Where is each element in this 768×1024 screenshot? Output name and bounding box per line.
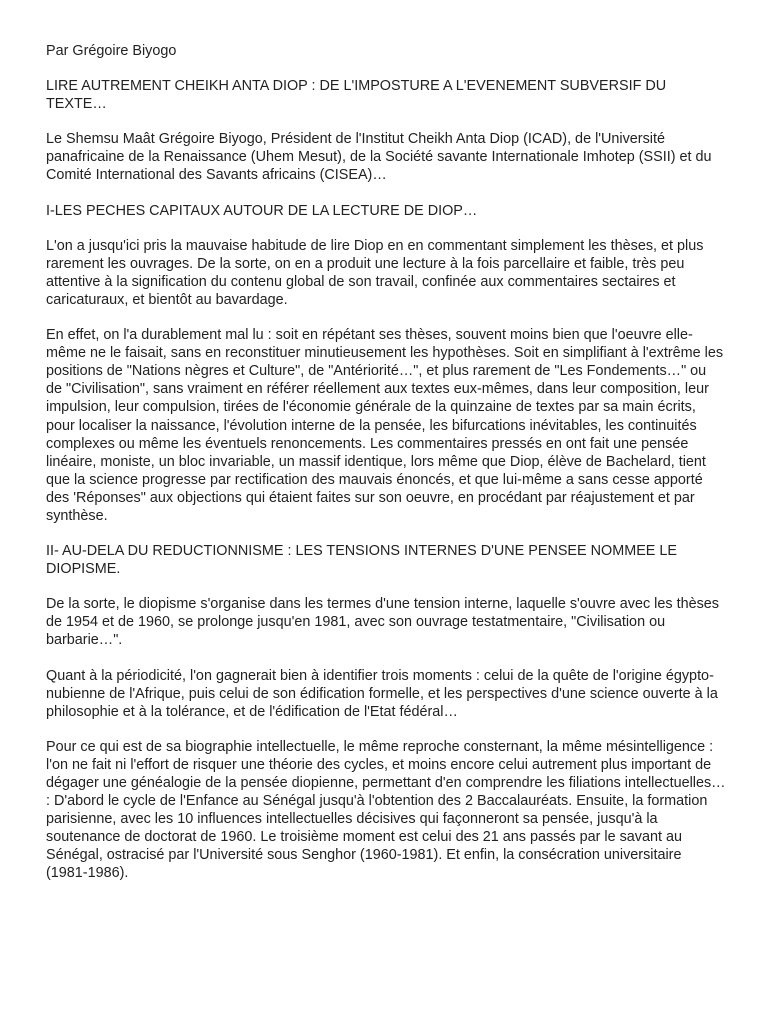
document-body [46,42,726,900]
paragraph-5: Pour ce qui est de sa biographie intellectuelle, le même reproche consternant, la même mésintelligence : l'on ne fait ni l'effort de risquer une théorie des cycles, et moins encore celui autrement plus important de dégager une généalogie de la pensée diopienne, permettant d'en comprendre les filiations intellectuelles… : D'abord le cycle de l'Enfance au Sénégal jusqu'à l'obtention des 2 Baccalauréats. Ensuite, la formation parisienne, avec les 10 influences intellectuelles décisives qui façonneront sa pensée, jusqu'à la soutenance de doctorat de 1960. Le troisième moment est celui des 21 ans passés par le savant au Sénégal, ostracisé par l'Université sous Senghor (1960-1981). Et enfin, la consécration universitaire (1981-1986). [46,738,726,882]
paragraph-4: Quant à la périodicité, l'on gagnerait bien à identifier trois moments : celui de la quête de l'origine égypto-nubienne de l'Afrique, puis celui de son édification formelle, et les perspectives d'une science ouverte à la philosophie et à la tolérance, et de l'édification de l'Etat fédéral… [46,667,718,720]
author-line: Par Grégoire Biyogo [46,43,177,59]
paragraph-1: L'on a jusqu'ici pris la mauvaise habitude de lire Diop en en commentant simplement les thèses, et plus rarement les ouvrages. De la sorte, on en a produit une lecture à la fois parcellaire et faible, très peu attentive à la signification du contenu global de son travail, confinée aux commentaires sectaires et caricaturaux, et bientôt au bavardage. [46,237,704,308]
article-title: LIRE AUTREMENT CHEIKH ANTA DIOP : DE L'IMPOSTURE A L'EVENEMENT SUBVERSIF DU TEXTE… [46,78,667,113]
paragraph-3: De la sorte, le diopisme s'organise dans les termes d'une tension interne, laquelle s'ouvre avec les thèses de 1954 et de 1960, se prolonge jusqu'en 1981, avec son ouvrage testatmentaire, "Civilisation ou barbarie…". [46,596,719,649]
section-heading-1: I-LES PECHES CAPITAUX AUTOUR DE LA LECTURE DE DIOP… [46,202,478,219]
author-byline: Le Shemsu Maât Grégoire Biyogo, Président de l'Institut Cheikh Anta Diop (ICAD), de l'Université panafricaine de la Renaissance (Uhem Mesut), de la Société savante Internationale Imhotep (SSII) et du Comité International des Savants africains (CISEA)… [46,131,712,184]
paragraph-2: En effet, on l'a durablement mal lu : soit en répétant ses thèses, souvent moins bien que l'oeuvre elle-même ne le faisait, sans en reconstituer minutieusement les hypothèses. Soit en simplifiant à l'extrême les positions de "Nations nègres et Culture", de "Antériorité…", et plus rarement de "Les Fondements…" ou de "Civilisation", sans vraiment en référer réellement aux textes eux-mêmes, dans leur composition, leur impulsion, leur compulsion, tirées de l'économie générale de la quinzaine de textes par sa main écrits, pour localiser la naissance, l'évolution interne de la pensée, les bifurcations inévitables, les continuités complexes ou même les éventuels renoncements. Les commentaires pressés en ont fait une pensée linéaire, moniste, un bloc invariable, un massif identique, lors même que Diop, élève de Bachelard, tient que la science progresse par rectification des mauvais énoncés, et que lui-même a sans cesse apporté des 'Réponses" aux objections qui étaient faites sur son oeuvre, en procédant par réajustement et par synthèse. [46,327,724,524]
section-heading-2: II- AU-DELA DU REDUCTIONNISME : LES TENSIONS INTERNES D'UNE PENSEE NOMMEE LE DIOPISME. [46,543,677,578]
